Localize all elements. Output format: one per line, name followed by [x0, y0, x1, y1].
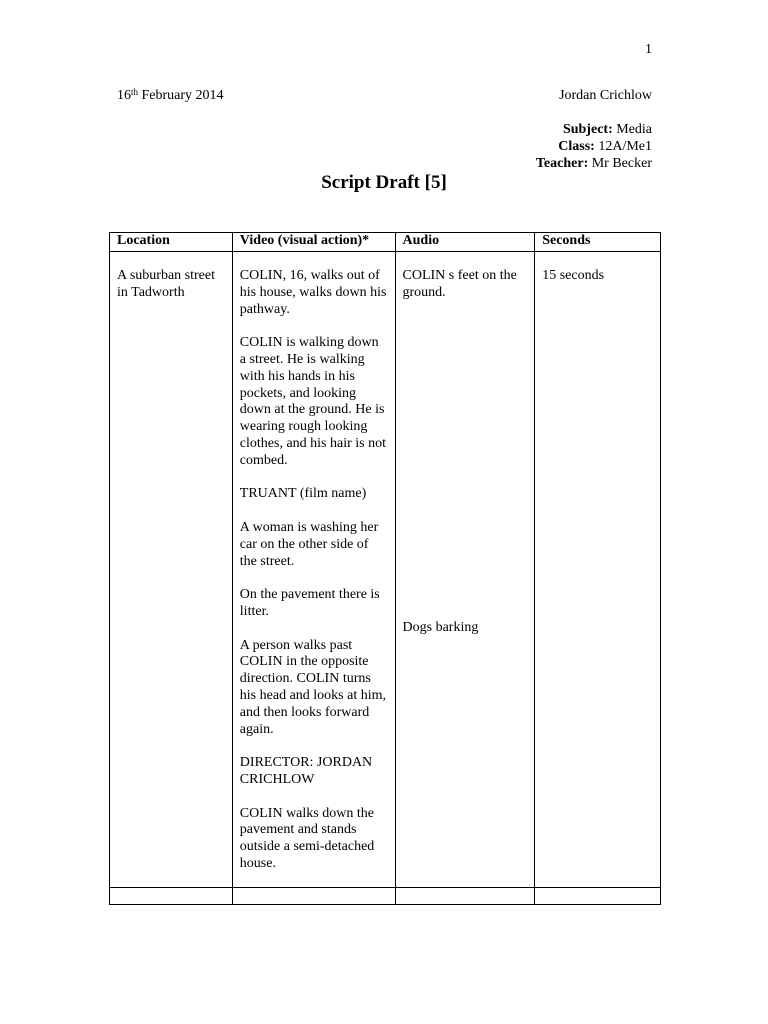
video-paragraph: On the pavement there is litter.: [239, 587, 380, 619]
video-paragraph: COLIN is walking down a street. He is walking with his hands in his pockets, and looking down at the ground. He is wearing rough looking clothes, and his hair is not combed.: [239, 335, 386, 468]
table-empty-row: [110, 887, 661, 904]
date-month-year: February 2014: [138, 88, 224, 103]
page-number: 1: [645, 42, 652, 57]
author-name: Jordan Crichlow: [559, 88, 652, 103]
empty-cell: [395, 887, 535, 904]
teacher-value: Mr Becker: [588, 156, 652, 171]
location-cell: [110, 252, 233, 888]
video-paragraph: A woman is washing her car on the other side of the street.: [239, 519, 379, 569]
empty-cell: [110, 887, 233, 904]
video-paragraph: TRUANT (film name): [239, 486, 367, 502]
table-row: [110, 252, 661, 888]
subject-line: [563, 121, 652, 138]
document-title: Script Draft [5]: [321, 172, 447, 193]
video-paragraph: A person walks past COLIN in the opposite direction. COLIN turns his head and looks at him, and then looks forward again.: [239, 637, 386, 737]
date-day: 16: [117, 88, 131, 103]
date-suffix: th: [131, 87, 139, 97]
seconds-text: 15 seconds: [542, 268, 605, 283]
empty-cell: [535, 887, 661, 904]
column-header-audio: Audio: [395, 233, 535, 252]
teacher-line: [536, 155, 652, 172]
subject-value: Media: [612, 122, 652, 137]
audio-cue-footsteps: COLIN s feet on the ground.: [402, 268, 517, 300]
teacher-label: Teacher:: [535, 156, 589, 171]
seconds-cell: [535, 252, 661, 888]
column-header-video: Video (visual action)*: [232, 233, 395, 252]
video-cell: [232, 252, 395, 888]
class-label: Class:: [558, 139, 595, 154]
location-text: A suburban street in Tadworth: [117, 268, 215, 300]
empty-cell: [232, 887, 395, 904]
audio-spacer: [403, 302, 528, 620]
document-date: [117, 88, 224, 104]
column-header-seconds: Seconds: [535, 233, 661, 252]
video-paragraph: DIRECTOR: JORDAN CRICHLOW: [239, 755, 373, 787]
class-value: 12A/Me1: [594, 139, 652, 154]
class-line: [558, 138, 652, 155]
column-header-location: Location: [110, 233, 233, 252]
table-header-row: [110, 233, 661, 252]
video-paragraph: COLIN, 16, walks out of his house, walks down his pathway.: [239, 268, 387, 317]
audio-cell: [395, 252, 535, 888]
subject-label: Subject:: [562, 122, 613, 137]
script-table: [109, 232, 661, 905]
video-paragraph: COLIN walks down the pavement and stands outside a semi-detached house.: [239, 805, 375, 871]
audio-cue-dogs: Dogs barking: [402, 619, 479, 635]
